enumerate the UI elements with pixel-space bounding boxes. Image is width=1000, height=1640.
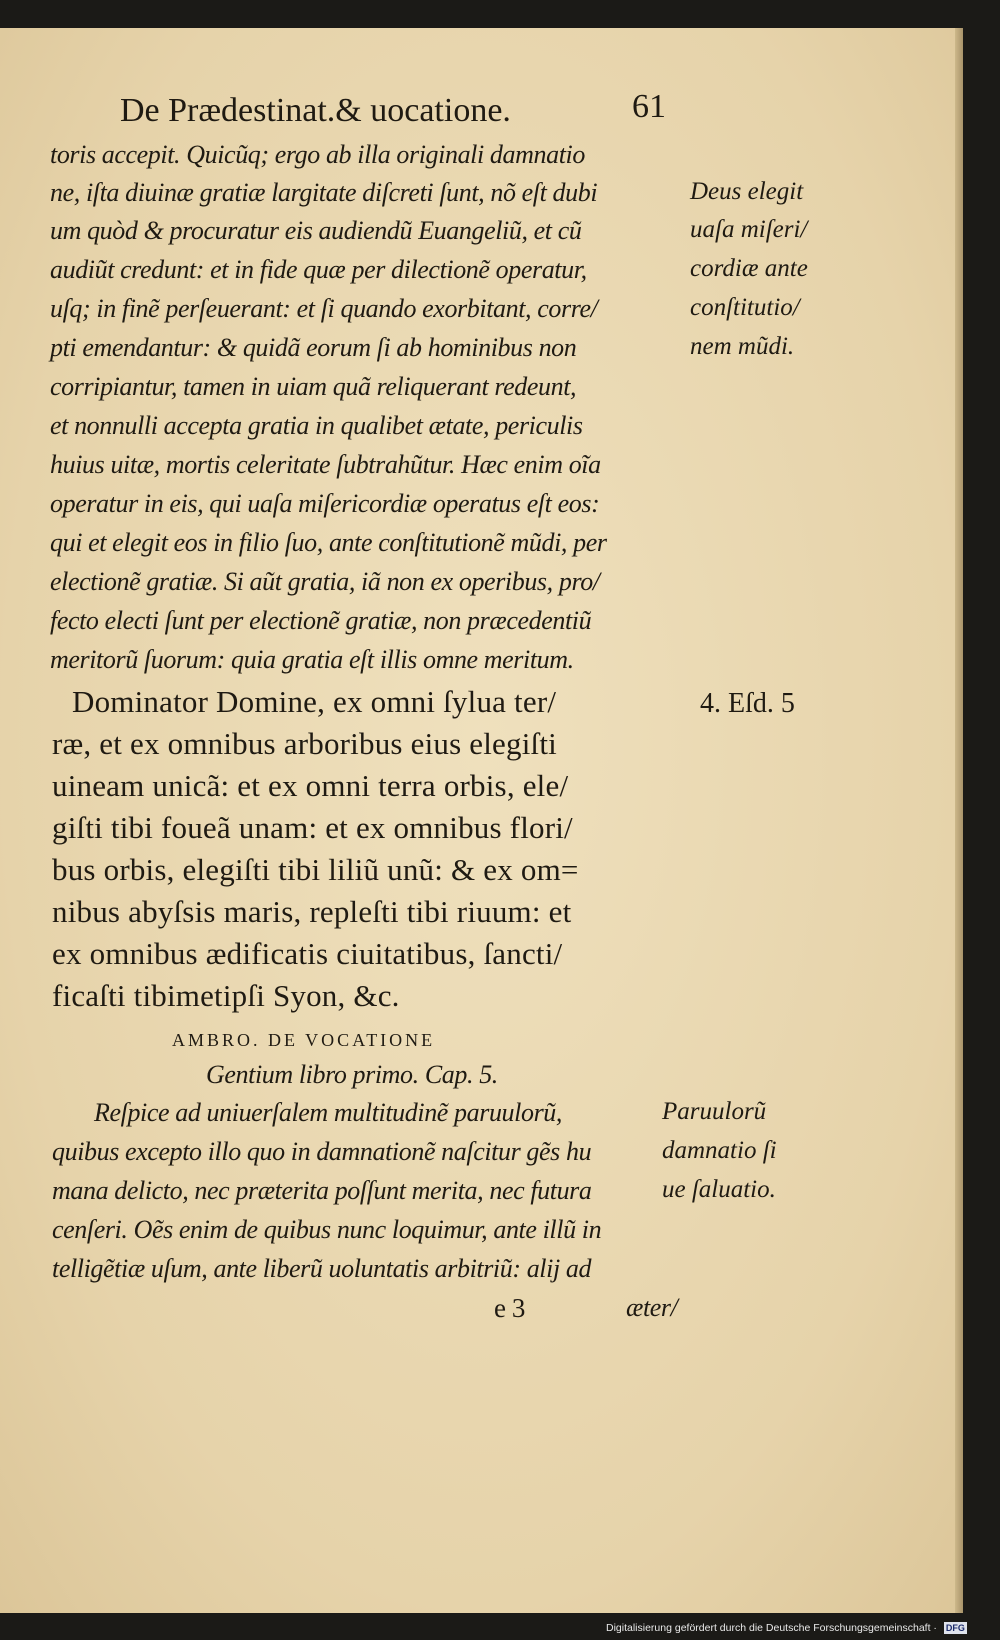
- section-line: mana delicto, nec præterita poſſunt merita, nec futura: [52, 1176, 592, 1205]
- side-note: 4. Eſd. 5: [700, 688, 795, 719]
- footer-credit: [606, 1622, 1000, 1638]
- signature-mark: e 3: [494, 1293, 526, 1323]
- quote-line: uineam unicã: et ex omni terra orbis, ele/: [52, 768, 569, 803]
- section-line: telligẽtiæ uſum, ante liberũ uoluntatis arbitriũ: alij ad: [52, 1254, 592, 1283]
- body-line: pti emendantur: & quidã eorum ſi ab hominibus non: [50, 333, 577, 362]
- body-line: fecto electi ſunt per electionẽ gratiæ, non præcedentiũ: [50, 606, 592, 635]
- body-line: toris accepit. Quicũq; ergo ab illa originali damnatio: [50, 140, 585, 169]
- body-line: qui et elegit eos in filio ſuo, ante conſtitutionẽ mũdi, per: [50, 528, 607, 557]
- dfg-logo: DFG: [945, 1623, 965, 1633]
- quote-line: Dominator Domine, ex omni ſylua ter/: [72, 684, 557, 719]
- running-title: De Prædestinat.& uocatione.: [120, 92, 511, 129]
- body-line: um quòd & procuratur eis audiendũ Euangeliũ, et cũ: [50, 216, 582, 245]
- body-line: meritorũ ſuorum: quia gratia eſt illis omne meritum.: [50, 645, 574, 674]
- quote-line: bus orbis, elegiſti tibi liliũ unũ: & ex om=: [52, 852, 579, 887]
- side-note: ue ſaluatio.: [662, 1176, 776, 1203]
- side-note: Deus elegit: [690, 178, 804, 205]
- body-line: operatur in eis, qui uaſa miſericordiæ operatus eſt eos:: [50, 489, 600, 518]
- section-subheading: Gentium libro primo. Cap. 5.: [206, 1060, 498, 1089]
- side-note: cordiæ ante: [690, 255, 808, 282]
- quote-line: ræ, et ex omnibus arboribus eius elegiſti: [52, 726, 557, 761]
- side-note: uaſa miſeri/: [690, 216, 808, 243]
- quote-line: ficaſti tibimetipſi Syon, &c.: [52, 978, 400, 1013]
- body-line: ne, iſta diuinæ gratiæ largitate diſcreti ſunt, nõ eſt dubi: [50, 178, 598, 207]
- quote-line: giſti tibi foueã unam: et ex omnibus flori/: [52, 810, 573, 845]
- footer-text: Digitalisierung gefördert durch die Deutsche Forschungsgemeinschaft ·: [606, 1622, 937, 1634]
- body-line: corripiantur, tamen in uiam quã reliquerant redeunt,: [50, 372, 577, 401]
- section-line: quibus excepto illo quo in damnationẽ naſcitur gẽs hu: [52, 1137, 592, 1166]
- body-line: audiũt credunt: et in fide quæ per dilectionẽ operatur,: [50, 255, 587, 284]
- section-line: cenſeri. Oẽs enim de quibus nunc loquimur, ante illũ in: [52, 1215, 602, 1244]
- section-line: Reſpice ad uniuerſalem multitudinẽ paruulorũ,: [94, 1098, 562, 1127]
- body-line: electionẽ gratiæ. Si aũt gratia, iã non ex operibus, pro/: [50, 567, 600, 596]
- catchword: æter/: [626, 1293, 678, 1322]
- side-note: Paruulorũ: [662, 1098, 767, 1125]
- page-edge: [955, 28, 963, 1613]
- body-line: et nonnulli accepta gratia in qualibet ætate, periculis: [50, 411, 583, 440]
- folio-number: 61: [632, 88, 666, 125]
- body-line: uſq; in finẽ perſeuerant: et ſi quando exorbitant, corre/: [50, 294, 598, 323]
- quote-line: nibus abyſsis maris, repleſti tibi riuum: et: [52, 894, 572, 929]
- body-line: huius uitæ, mortis celeritate ſubtrahũtur. Hæc enim oĩa: [50, 450, 601, 479]
- side-note: damnatio ſi: [662, 1137, 777, 1164]
- side-note: conſtitutio/: [690, 294, 800, 321]
- quote-line: ex omnibus ædificatis ciuitatibus, ſancti/: [52, 936, 563, 971]
- section-heading: AMBRO. DE VOCATIONE: [172, 1030, 436, 1050]
- side-note: nem mũdi.: [690, 333, 795, 360]
